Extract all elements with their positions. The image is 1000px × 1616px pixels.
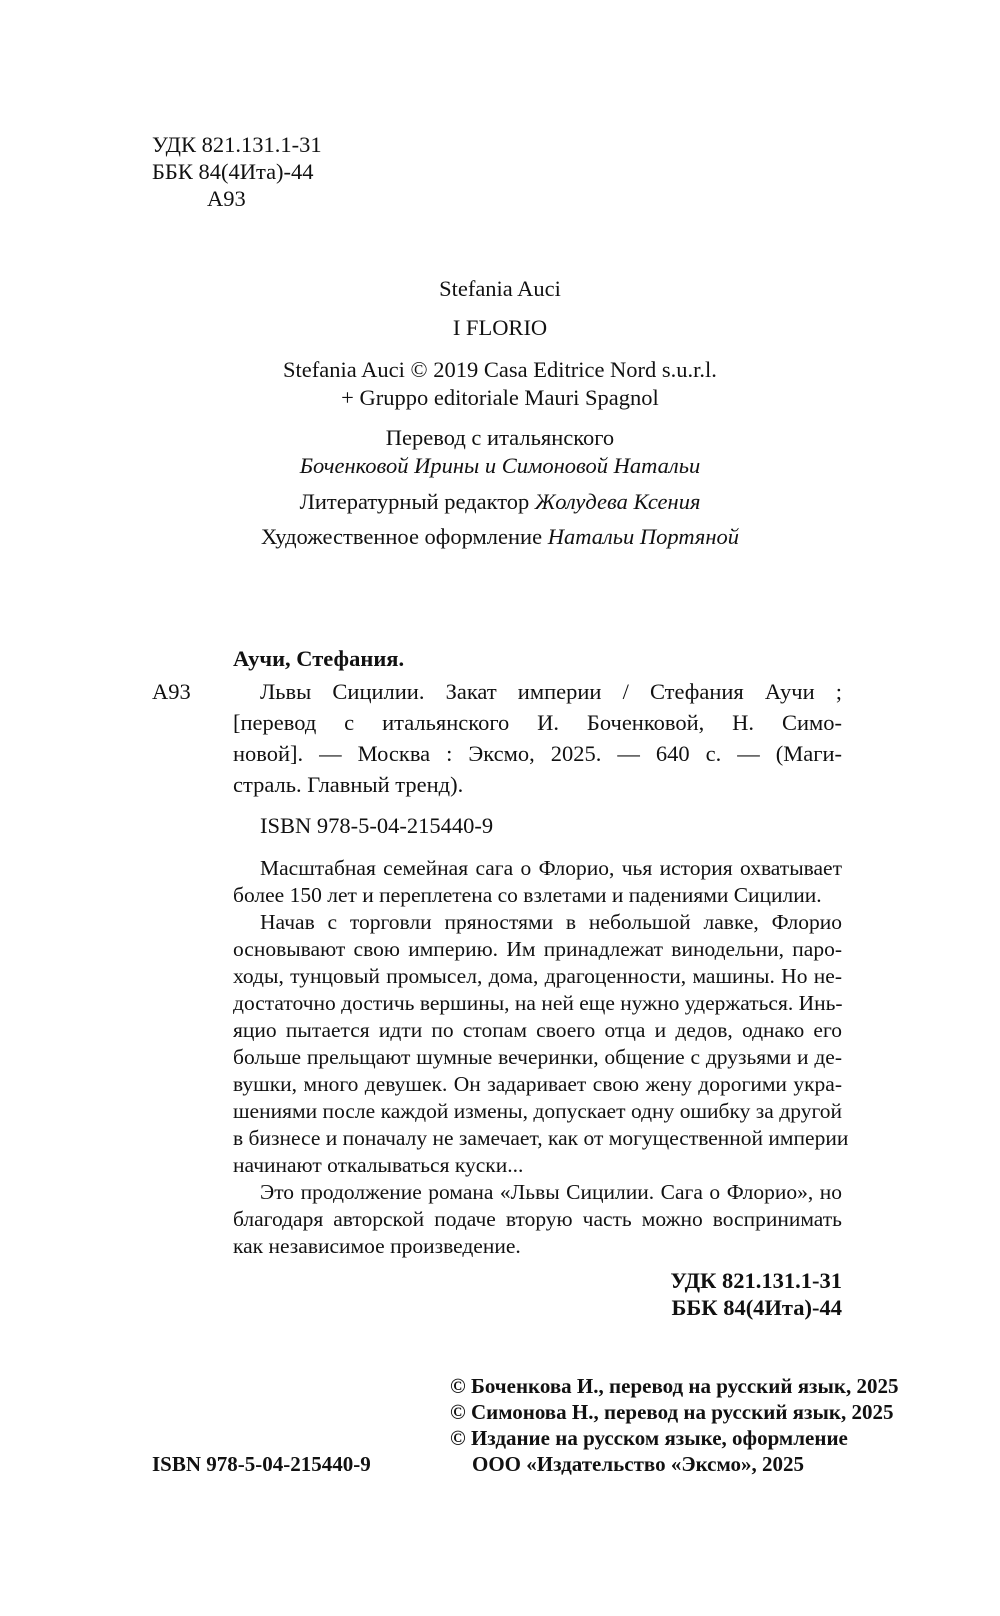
- design-label: Художественное оформление: [261, 524, 543, 549]
- bbk-code-top: ББК 84(4Ита)-44: [152, 159, 314, 184]
- editor-name: Жолудева Ксения: [534, 489, 701, 514]
- author-mark-top: А93: [207, 186, 246, 211]
- catalog-description-line: Львы Сицилии. Закат империи / Стефания Аучи ;: [260, 679, 842, 704]
- annotation-line: Масштабная семейная сага о Флорио, чья история охватывает: [260, 856, 842, 880]
- isbn-footer: ISBN 978-5-04-215440-9: [152, 1452, 371, 1476]
- editor-label: Литературный редактор: [299, 489, 530, 514]
- annotation-line: как независимое произведение.: [233, 1234, 521, 1258]
- annotation-line: Начав с торговли пряностями в небольшой лавке, Флорио: [260, 910, 842, 934]
- catalog-description-line: [перевод с итальянского И. Боченковой, Н. Симо-: [233, 710, 842, 735]
- annotation-line: ходы, тунцовый промысел, дома, драгоценности, машины. Но не-: [233, 964, 842, 988]
- copyright-line: ООО «Издательство «Эксмо», 2025: [472, 1452, 805, 1476]
- annotation-line: достаточно достичь вершины, на ней еще нужно удержаться. Инь-: [233, 991, 843, 1015]
- annotation-line: начинают откалываться куски...: [233, 1153, 524, 1177]
- annotation-line: яцио пытается идти по стопам своего отца и дедов, однако его: [233, 1018, 842, 1042]
- copyright-line: © Боченкова И., перевод на русский язык, 2025: [450, 1374, 899, 1398]
- catalog-mark: А93: [152, 679, 191, 704]
- original-author: Stefania Auci: [439, 276, 561, 301]
- annotation-line: основывают свою империю. Им принадлежат винодельни, паро-: [233, 937, 842, 961]
- translators: Боченковой Ирины и Симоновой Натальи: [299, 453, 701, 478]
- annotation-line: больше прельщают шумные вечеринки, общение с друзьями и де-: [233, 1045, 842, 1069]
- editor-credit: [0, 488, 1000, 516]
- copyright-line: © Издание на русском языке, оформление: [450, 1426, 848, 1450]
- annotation-line: шениями после каждой измены, допускает одну ошибку за другой: [233, 1099, 842, 1123]
- copyright-line: © Симонова Н., перевод на русский язык, 2025: [450, 1400, 894, 1424]
- original-title: I FLORIO: [452, 315, 548, 340]
- translation-label: Перевод с итальянского: [385, 425, 615, 450]
- annotation-line: более 150 лет и переплетена со взлетами и падениями Сицилии.: [233, 883, 822, 907]
- design-name: Натальи Портяной: [547, 524, 739, 549]
- catalog-description-line: новой]. — Москва : Эксмо, 2025. — 640 с. — (Маги-: [233, 741, 842, 766]
- annotation-line: вушки, много девушек. Он задаривает свою жену дорогими укра-: [233, 1072, 842, 1096]
- annotation-line: Это продолжение романа «Львы Сицилии. Сага о Флорио», но: [260, 1180, 842, 1204]
- udk-code-top: УДК 821.131.1-31: [152, 132, 322, 157]
- bbk-code-bottom: ББК 84(4Ита)-44: [671, 1295, 842, 1320]
- annotation-line: благодаря авторской подаче вторую часть можно воспринимать: [233, 1207, 842, 1231]
- udk-code-bottom: УДК 821.131.1-31: [670, 1268, 842, 1293]
- catalog-description-line: страль. Главный тренд).: [233, 772, 464, 797]
- original-copyright-line2: + Gruppo editoriale Mauri Spagnol: [341, 385, 659, 410]
- annotation-line: в бизнесе и поначалу не замечает, как от могущественной империи: [233, 1126, 849, 1150]
- catalog-isbn: ISBN 978-5-04-215440-9: [260, 813, 494, 838]
- catalog-heading: Аучи, Стефания.: [233, 646, 405, 671]
- original-copyright-line1: Stefania Auci © 2019 Casa Editrice Nord s.u.r.l.: [283, 357, 717, 382]
- design-credit: [0, 523, 1000, 551]
